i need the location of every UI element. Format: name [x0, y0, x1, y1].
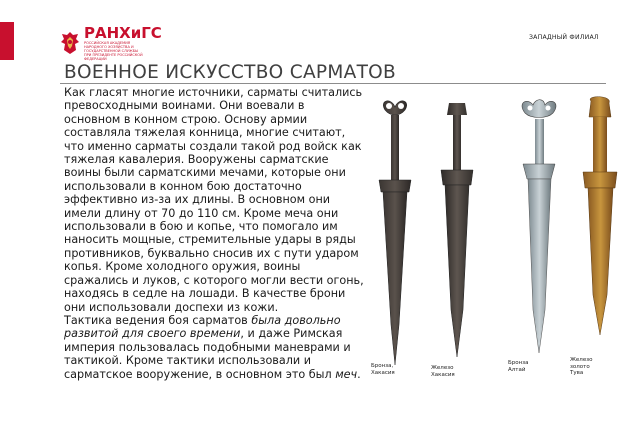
ranepa-logo — [60, 23, 162, 61]
logo-subtitle: РОССИЙСКАЯ АКАДЕМИЯ НАРОДНОГО ХОЗЯЙСТВА И ГОСУДАРСТВЕННОЙ СЛУЖБЫ ПРИ ПРЕЗИДЕНТЕ РОССИЙСКОЙ ФЕДЕРАЦИИ — [84, 40, 143, 61]
sarmatian-daggers-photo — [365, 95, 635, 385]
branch-label: ЗАПАДНЫЙ ФИЛИАЛ — [529, 34, 599, 41]
eagle-emblem-icon — [60, 31, 80, 55]
dagger-2 — [441, 103, 473, 357]
paragraph-2: Тактика ведения боя сарматов была довольно развитой для своего времени, и даже Римская империя пользовалась подобными маневрами и тактикой. Кроме тактики использовали и сарматское вооружение, в основном это был меч. — [64, 313, 361, 381]
title-underline — [60, 83, 606, 84]
slide-body — [64, 86, 364, 381]
dagger-1 — [379, 101, 411, 365]
logo-name: РАНХиГС — [84, 23, 162, 42]
emphasis-tactics: была довольно развитой для своего времени — [64, 313, 341, 341]
caption-2: Железо Хакасия — [431, 365, 455, 378]
dagger-3 — [522, 100, 556, 353]
caption-1: Бронза, Хакасия — [371, 363, 395, 376]
paragraph-1: Как гласят многие источники, сарматы считались превосходными воинами. Они воевали в основном в конном строю. Основу армии составляла тяжелая конница, многие считают, что именно сарматы создали такой род войск как тяжелая кавалерия. Вооружены сарматские воины были сарматскими мечами, которые они использовали в конном бою достаточно эффективно из-за их длины. В основном они имели длину от 70 до 110 см. Кроме меча они использовали в бою и копье, что помогало им наносить мощные, стремительные удары в ряды противников, буквально сносив их с пути ударом копья. Кроме холодного оружия, воины сражались и луков, с которого могли вести огонь, находясь в седле на лошади. В качестве брони они использовали доспехи из кожи. — [64, 86, 364, 314]
slide-title: ВОЕННОЕ ИСКУССТВО САРМАТОВ — [64, 62, 397, 83]
caption-4: Железо золото Тува — [570, 357, 593, 376]
emphasis-sword: меч — [335, 367, 358, 381]
dagger-4 — [583, 97, 617, 335]
accent-bar — [0, 22, 14, 60]
caption-3: Бронза Алтай — [508, 360, 529, 373]
